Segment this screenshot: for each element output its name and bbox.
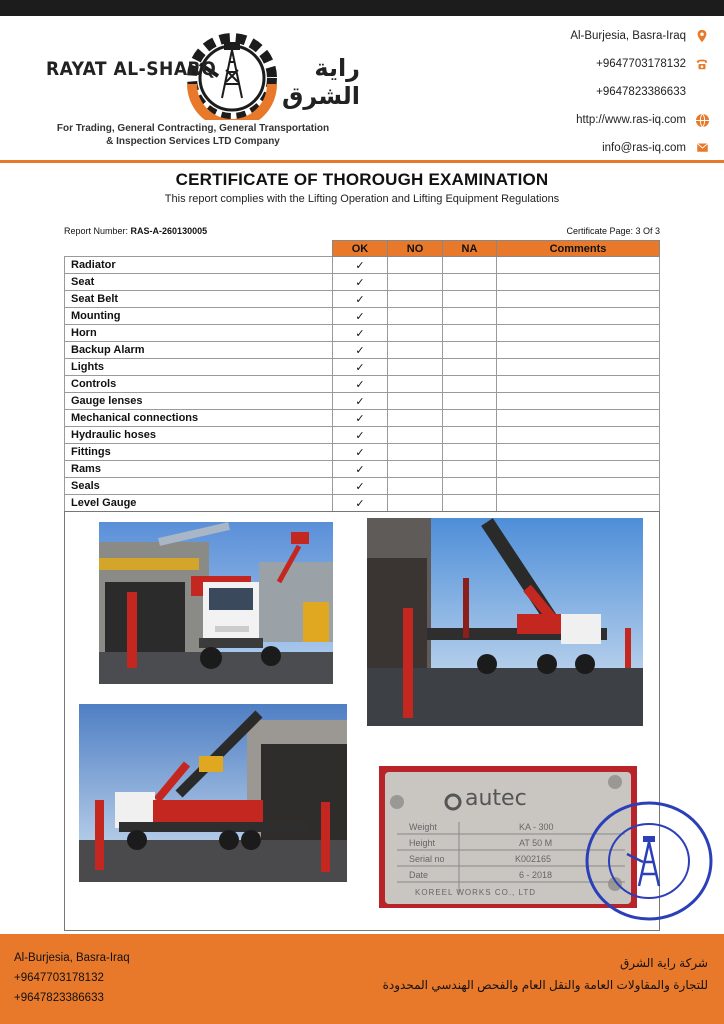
na-cell bbox=[443, 291, 497, 308]
contact-phone-1 bbox=[510, 50, 710, 78]
ok-check-mark: ✓ bbox=[333, 325, 388, 342]
envelope-icon bbox=[694, 140, 710, 156]
comments-cell bbox=[497, 444, 660, 461]
footer-phone-1[interactable]: +9647703178132 bbox=[14, 972, 104, 984]
na-cell bbox=[443, 427, 497, 444]
na-cell bbox=[443, 444, 497, 461]
footer-address: Al-Burjesia, Basra-Iraq bbox=[14, 952, 130, 964]
no-cell bbox=[388, 393, 443, 410]
comments-cell bbox=[497, 359, 660, 376]
checklist-item-label: Fittings bbox=[65, 444, 333, 461]
no-cell bbox=[388, 478, 443, 495]
nameplate-weight-value: KA - 300 bbox=[519, 822, 554, 832]
checklist-item-label: Seat Belt bbox=[65, 291, 333, 308]
na-cell bbox=[443, 376, 497, 393]
no-cell bbox=[388, 427, 443, 444]
table-row bbox=[65, 274, 660, 291]
ok-check-mark: ✓ bbox=[333, 410, 388, 427]
contact-block bbox=[510, 22, 710, 162]
company-logo bbox=[40, 20, 360, 147]
comments-cell bbox=[497, 342, 660, 359]
company-tagline bbox=[40, 122, 346, 148]
contact-address bbox=[510, 22, 710, 50]
header-ok: OK bbox=[333, 241, 388, 257]
table-row bbox=[65, 291, 660, 308]
table-row bbox=[65, 444, 660, 461]
checklist-item-label: Gauge lenses bbox=[65, 393, 333, 410]
footer-phone-2[interactable]: +9647823386633 bbox=[14, 992, 104, 1004]
nameplate-weight-label: Weight bbox=[409, 822, 437, 832]
report-number-label: Report Number: bbox=[64, 226, 129, 236]
na-cell bbox=[443, 410, 497, 427]
nameplate-serial-value: K002165 bbox=[515, 854, 552, 864]
company-name-en: RAYAT AL-SHARQ bbox=[46, 58, 217, 80]
no-cell bbox=[388, 461, 443, 478]
company-name-ar: راية الشرق bbox=[281, 54, 360, 110]
ok-check-mark: ✓ bbox=[333, 257, 388, 274]
checklist-item-label: Seat bbox=[65, 274, 333, 291]
nameplate-height-value: AT 50 M bbox=[519, 838, 553, 848]
na-cell bbox=[443, 478, 497, 495]
table-row bbox=[65, 393, 660, 410]
location-pin-icon bbox=[694, 28, 710, 44]
no-cell bbox=[388, 274, 443, 291]
no-cell bbox=[388, 359, 443, 376]
certificate-title: CERTIFICATE OF THOROUGH EXAMINATION bbox=[175, 170, 549, 189]
table-row bbox=[65, 342, 660, 359]
comments-cell bbox=[497, 461, 660, 478]
checklist-item-label: Horn bbox=[65, 325, 333, 342]
na-cell bbox=[443, 393, 497, 410]
comments-cell bbox=[497, 495, 660, 512]
table-row bbox=[65, 308, 660, 325]
no-cell bbox=[388, 410, 443, 427]
checklist-item-label: Backup Alarm bbox=[65, 342, 333, 359]
na-cell bbox=[443, 461, 497, 478]
ok-check-mark: ✓ bbox=[333, 478, 388, 495]
ok-check-mark: ✓ bbox=[333, 376, 388, 393]
footer-ar-line-2: للتجارة والمقاولات العامة والنقل العام والفحص الهندسي المحدودة bbox=[382, 978, 708, 992]
photo-truck-side-boom bbox=[367, 518, 643, 726]
header-divider bbox=[0, 160, 724, 163]
checklist-item-label: Lights bbox=[65, 359, 333, 376]
header-comments: Comments bbox=[497, 241, 660, 257]
comments-cell bbox=[497, 325, 660, 342]
top-bar bbox=[0, 0, 724, 16]
report-number bbox=[64, 226, 207, 236]
no-cell bbox=[388, 325, 443, 342]
nameplate-serial-label: Serial no bbox=[409, 854, 445, 864]
footer-contact bbox=[14, 948, 130, 1008]
header-no: NO bbox=[388, 241, 443, 257]
table-row bbox=[65, 495, 660, 512]
no-cell bbox=[388, 291, 443, 308]
na-cell bbox=[443, 257, 497, 274]
nameplate-maker: KOREEL WORKS CO., LTD bbox=[415, 888, 537, 897]
comments-cell bbox=[497, 291, 660, 308]
photo-truck-profile bbox=[79, 704, 347, 882]
inspection-checklist-table bbox=[64, 240, 660, 512]
phone-1-text[interactable]: +9647703178132 bbox=[596, 58, 686, 70]
footer bbox=[0, 934, 724, 1024]
table-row bbox=[65, 427, 660, 444]
comments-cell bbox=[497, 478, 660, 495]
checklist-item-label: Seals bbox=[65, 478, 333, 495]
no-cell bbox=[388, 257, 443, 274]
table-row bbox=[65, 376, 660, 393]
ok-check-mark: ✓ bbox=[333, 291, 388, 308]
na-cell bbox=[443, 359, 497, 376]
no-cell bbox=[388, 308, 443, 325]
comments-cell bbox=[497, 427, 660, 444]
na-cell bbox=[443, 325, 497, 342]
report-number-value: RAS-A-260130005 bbox=[130, 226, 208, 236]
na-cell bbox=[443, 342, 497, 359]
no-cell bbox=[388, 342, 443, 359]
ok-check-mark: ✓ bbox=[333, 274, 388, 291]
no-cell bbox=[388, 444, 443, 461]
footer-arabic-name bbox=[383, 952, 708, 996]
photo-section bbox=[64, 511, 660, 931]
tagline-line-1: For Trading, General Contracting, General Transportation bbox=[56, 123, 330, 134]
na-cell bbox=[443, 308, 497, 325]
certificate-subtitle: This report complies with the Lifting Operation and Lifting Equipment Regulations bbox=[164, 193, 560, 205]
certificate-page: Certificate Page: 3 Of 3 bbox=[566, 226, 660, 236]
nameplate-date-label: Date bbox=[409, 870, 429, 880]
globe-icon bbox=[694, 112, 710, 128]
ok-check-mark: ✓ bbox=[333, 461, 388, 478]
checklist-item-label: Radiator bbox=[65, 257, 333, 274]
table-row bbox=[65, 410, 660, 427]
nameplate-date-value: 6 - 2018 bbox=[519, 870, 553, 880]
ok-check-mark: ✓ bbox=[333, 427, 388, 444]
na-cell bbox=[443, 274, 497, 291]
contact-email bbox=[510, 134, 710, 162]
checklist-item-label: Mounting bbox=[65, 308, 333, 325]
comments-cell bbox=[497, 274, 660, 291]
nameplate-height-label: Height bbox=[409, 838, 436, 848]
comments-cell bbox=[497, 410, 660, 427]
comments-cell bbox=[497, 308, 660, 325]
ok-check-mark: ✓ bbox=[333, 393, 388, 410]
phone-2-text[interactable]: +9647823386633 bbox=[596, 86, 686, 98]
checklist-item-label: Controls bbox=[65, 376, 333, 393]
website-link[interactable]: http://www.ras-iq.com bbox=[576, 114, 686, 126]
comments-cell bbox=[497, 376, 660, 393]
ok-check-mark: ✓ bbox=[333, 495, 388, 512]
checklist-item-label: Hydraulic hoses bbox=[65, 427, 333, 444]
no-cell bbox=[388, 495, 443, 512]
table-header-row bbox=[65, 241, 660, 257]
checklist-item-label: Level Gauge bbox=[65, 495, 333, 512]
na-cell bbox=[443, 495, 497, 512]
checklist-item-label: Mechanical connections bbox=[65, 410, 333, 427]
report-info-row bbox=[64, 226, 660, 236]
ok-check-mark: ✓ bbox=[333, 444, 388, 461]
phone-icon bbox=[694, 56, 710, 72]
photo-truck-front bbox=[99, 522, 333, 684]
table-row bbox=[65, 478, 660, 495]
nameplate-brand: autec bbox=[465, 786, 527, 811]
checklist-item-label: Rams bbox=[65, 461, 333, 478]
table-row bbox=[65, 257, 660, 274]
ok-check-mark: ✓ bbox=[333, 308, 388, 325]
ok-check-mark: ✓ bbox=[333, 359, 388, 376]
comments-cell bbox=[497, 393, 660, 410]
table-row bbox=[65, 461, 660, 478]
comments-cell bbox=[497, 257, 660, 274]
no-cell bbox=[388, 376, 443, 393]
tagline-line-2: & Inspection Services LTD Company bbox=[106, 136, 280, 147]
header-na: NA bbox=[443, 241, 497, 257]
email-link[interactable]: info@ras-iq.com bbox=[602, 142, 686, 154]
ok-check-mark: ✓ bbox=[333, 342, 388, 359]
footer-ar-line-1: شركة راية الشرق bbox=[619, 956, 708, 970]
table-row bbox=[65, 325, 660, 342]
company-stamp bbox=[581, 796, 717, 926]
table-row bbox=[65, 359, 660, 376]
contact-website bbox=[510, 106, 710, 134]
address-text: Al-Burjesia, Basra-Iraq bbox=[570, 30, 686, 42]
contact-phone-2 bbox=[510, 78, 710, 106]
